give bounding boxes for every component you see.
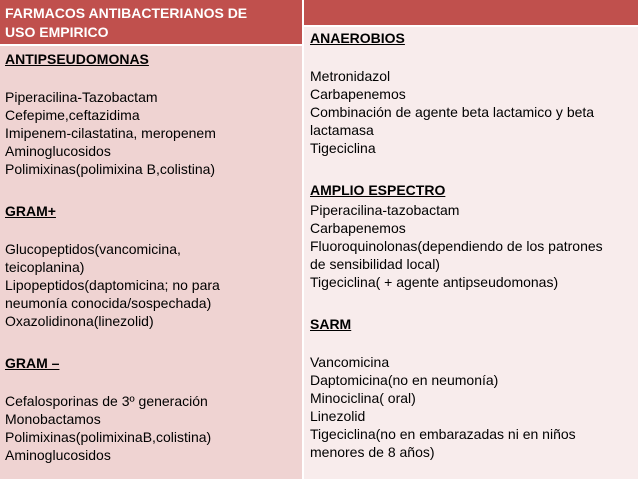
- gram-positive-item: Glucopeptidos(vancomicina,: [5, 241, 181, 257]
- gram-negative-item: Cefalosporinas de 3º generación: [5, 393, 208, 409]
- gram-negative-heading: GRAM –: [5, 355, 60, 371]
- anaerobios-item: lactamasa: [310, 122, 374, 138]
- anaerobios-item: Carbapenemos: [310, 86, 406, 102]
- gram-positive-item: Oxazolidinona(linezolid): [5, 313, 154, 329]
- gram-positive-item: teicoplanina): [5, 259, 85, 275]
- amplio-espectro-item: Carbapenemos: [310, 220, 406, 236]
- amplio-espectro-heading: AMPLIO ESPECTRO: [310, 182, 446, 198]
- gram-positive-heading: GRAM+: [5, 203, 56, 219]
- gram-negative-item: Aminoglucosidos: [5, 447, 111, 463]
- sarm-item: Linezolid: [310, 408, 366, 424]
- anaerobios-item: Tigeciclina: [310, 140, 376, 156]
- left-column: [0, 46, 302, 479]
- sarm-item: menores de 8 años): [310, 444, 435, 460]
- sarm-item: Vancomicina: [310, 354, 390, 370]
- anaerobios-item: Metronidazol: [310, 68, 391, 84]
- table-header-right: [304, 0, 638, 25]
- amplio-espectro-item: de sensibilidad local): [310, 256, 440, 272]
- amplio-espectro-item: Piperacilina-tazobactam: [310, 202, 460, 218]
- antipseudomonas-heading: ANTIPSEUDOMONAS: [5, 51, 149, 67]
- amplio-espectro-item: Fluoroquinolonas(dependiendo de los patrones: [310, 238, 603, 254]
- anaerobios-item: Combinación de agente beta lactamico y beta: [310, 104, 595, 120]
- sarm-item: Daptomicina(no en neumonía): [310, 372, 499, 388]
- antipseudomonas-item: Polimixinas(polimixina B,colistina): [5, 161, 216, 177]
- antipseudomonas-item: Cefepime,ceftazidima: [5, 107, 140, 123]
- antipseudomonas-item: Piperacilina-Tazobactam: [5, 89, 158, 105]
- header-title-line1: FARMACOS ANTIBACTERIANOS DE: [5, 5, 248, 21]
- right-column: [304, 27, 638, 479]
- antipseudomonas-item: Aminoglucosidos: [5, 143, 111, 159]
- gram-negative-item: Monobactamos: [5, 411, 101, 427]
- sarm-item: Minociclina( oral): [310, 390, 416, 406]
- amplio-espectro-item: Tigeciclina( + agente antipseudomonas): [310, 274, 559, 290]
- sarm-item: Tigeciclina(no en embarazadas ni en niños: [310, 426, 576, 442]
- sarm-heading: SARM: [310, 316, 352, 332]
- header-title-line2: USO EMPIRICO: [5, 24, 109, 40]
- antipseudomonas-item: Imipenem-cilastatina, meropenem: [5, 125, 216, 141]
- anaerobios-heading: ANAEROBIOS: [310, 30, 405, 46]
- table-header-left: [0, 0, 302, 44]
- gram-positive-item: Lipopeptidos(daptomicina; no para: [5, 277, 220, 293]
- gram-positive-item: neumonía conocida/sospechada): [5, 295, 212, 311]
- gram-negative-item: Polimixinas(polimixinaB,colistina): [5, 429, 212, 445]
